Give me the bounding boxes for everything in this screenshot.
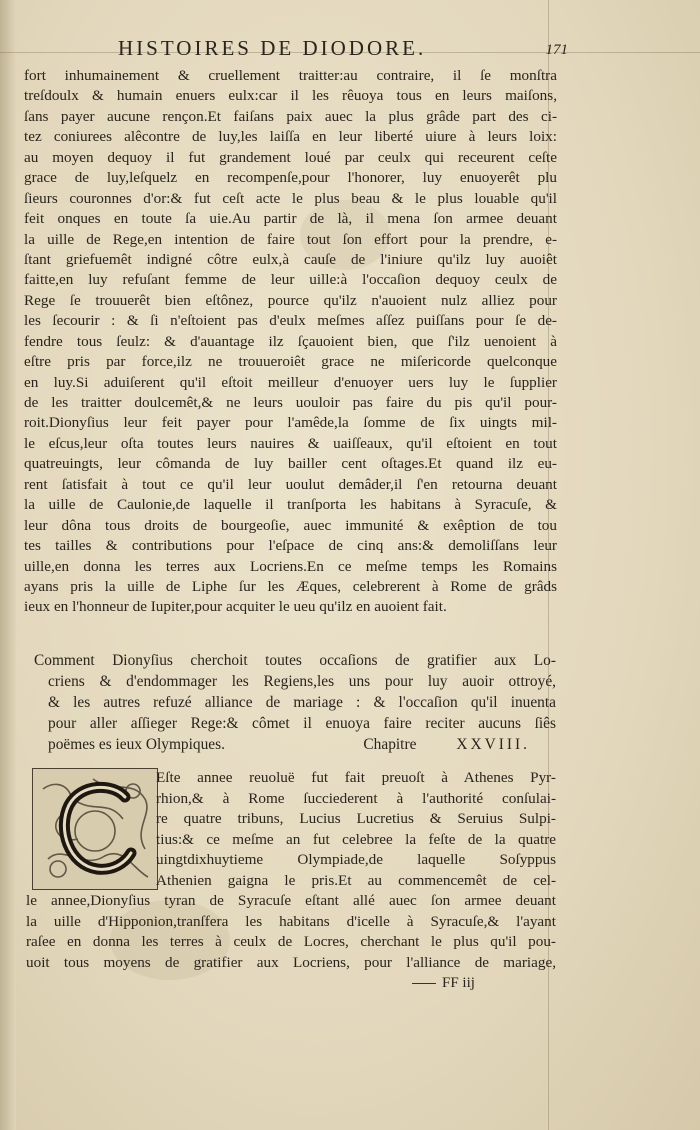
text-line: eſtre pris par force,ilz ne trouueroiêt grace ne miſericorde quelconque (24, 353, 557, 371)
text-line: les ſecourir : & ſi n'eſtoient pas d'eulx meſmes aſſez puiſſans pour ſe de- (24, 312, 557, 330)
text-line: la uille de Rege,en intention de faire tout ſon effort pour la prendre, e- (24, 230, 557, 248)
text-line: tes tailles & contributions pour l'eſpace de cinq ans:& demoliſſans leur (24, 537, 557, 555)
text-line: ſans payer aucune rençon.Et faiſans paix auec la plus grâde part des ci- (24, 107, 557, 125)
text-line: uille,en donna les terres aux Locriens.En ce meſme temps les Romains (24, 557, 557, 575)
chapter-summary (34, 650, 556, 755)
text-line: leur dôna tous droits de bourgeoſie, auec immunité & exêption de tou (24, 516, 557, 534)
text-line: rhion,& à Rome ſucciederent à l'authorité conſulai- (156, 789, 556, 807)
body-paragraph-1 (24, 66, 557, 618)
text-line: uoit tous moyens de gratifier aux Locriens, pour l'alliance de mariage, (26, 953, 556, 971)
text-line: quatreuingts, leur cômanda de luy bailler cent oſtages.Et quand ilz eu- (24, 455, 557, 473)
page-number: 171 (545, 42, 568, 58)
chapter-number: XXVIII. (456, 736, 530, 753)
page-fold-shadow (0, 0, 16, 1130)
summary-line: criens & d'endommager les Regiens,les uns pour luy auoir ottroyé, (48, 673, 556, 690)
text-line: rent ſatisfait à tout ce qu'il leur uoulut demâder,il ſ'en retourna deuant (24, 475, 557, 493)
catchword (412, 975, 475, 992)
summary-line: & les autres refuzé alliance de mariage : & l'occaſion qu'il inuenta (48, 694, 556, 711)
summary-last-line (34, 734, 556, 755)
running-title: HISTOIRES DE DIODORE. (118, 36, 427, 60)
text-line: de les traitter doulcemêt,& ne leurs uouloir pas faire du pis qu'il pour- (24, 394, 557, 411)
text-line: fort inhumainement & cruellement traitter:au contraire, il ſe monſtra (24, 67, 557, 84)
text-line: en luy.Si aduiſerent qu'il eſtoit meilleur d'enuoyer uers luy le ſupplier (24, 373, 557, 391)
text-line: roit.Dionyſius leur feit payer pour l'amêde,la ſomme de ſix uingts mil- (24, 414, 557, 432)
text-line: la uille d'Hipponion,tranſfera les habitans d'icelle à Syracuſe,& l'ayant (26, 912, 556, 930)
summary-line: pour aller aſſieger Rege:& cômet il enuoya faire reciter aucuns ſiês (48, 715, 556, 732)
page-header (118, 36, 568, 66)
text-line: la uille de Caulonie,de laquelle il tranſporta les habitans à Syracuſe, & (24, 496, 557, 514)
text-line: feit onques en toute ſa uie.Au partir de là, il mena ſon armee deuant (24, 210, 557, 228)
summary-line-text: poëmes es ieux Olympiques. (48, 736, 225, 753)
text-line: tez coniurees alêcontre de luy,les laiſſa en leur liberté uiure à leurs loix: (24, 128, 557, 146)
text-line: Eſte annee reuoluë fut fait preuoſt à Athenes Pyr- (156, 769, 556, 786)
text-line: grace de luy,leſquelz en recompenſe,pour l'honorer, luy enuoyerêt plu (24, 169, 557, 187)
text-line: le annee,Dionyſius tyran de Syracuſe eſtant allé auec ſon armee deuant (26, 892, 556, 909)
text-line: ſieurs couronnes d'or:& fut ceſt acte le plus beau & le plus louable qu'il (24, 189, 557, 207)
catchword-dash (412, 983, 436, 984)
summary-line: Comment Dionyſius cherchoit toutes occaſions de gratifier aux Lo- (34, 652, 556, 669)
body-paragraph-2 (26, 768, 556, 973)
text-line: tius:& ce meſme an fut celebree la feſte de la quatre (156, 830, 556, 848)
text-line: ayans pris la uille de Liphe ſur les Æques, celebrerent à Rome de grâds (24, 577, 557, 595)
text-line: Rege ſe trouuerêt bien eſtônez, pource qu'ilz n'auoient nulz alliez pour (24, 291, 557, 309)
signature-mark: FF iij (442, 975, 475, 991)
text-line: ſtant griefuemêt indigné côtre eulx,à cauſe de l'iniure qu'ilz luy auoiêt (24, 250, 557, 268)
text-line: uingtdixhuytieme Olympiade,de laquelle Soſyppus (156, 851, 556, 868)
text-line: raſee en donna les terres à ceulx de Locres, cherchant le plus qu'il pou- (26, 933, 556, 950)
text-line: ieux en l'honneur de Iupiter,pour acquiter le ueu qu'ilz en auoient fait. (24, 598, 447, 616)
text-line: treſdoulx & humain enuers eulx:car il les rêuoya tous en leurs maiſons, (24, 87, 557, 105)
text-line: le eſcus,leur oſta toutes leurs nauires & uaiſſeaux, qu'il eſtoient en tout (24, 434, 557, 452)
text-line: Athenien gaigna le pris.Et au commencemêt de cel- (156, 871, 556, 889)
text-line: faitte,en luy refuſant femme de leur uille:à l'occaſion dequoy ceulx de (24, 271, 557, 289)
chapter-label: Chapitre (363, 736, 417, 753)
text-line: au moyen dequoy il fut grandement loué par ceulx qui receurent ceſte (24, 148, 557, 166)
text-line: re quatre tribuns, Lucius Lucretius & Seruius Sulpi- (156, 810, 556, 827)
text-line: fendre tous ſeulz: & d'auantage ilz ſçauoient bien, que ſ'ilz uenoient à (24, 332, 557, 350)
